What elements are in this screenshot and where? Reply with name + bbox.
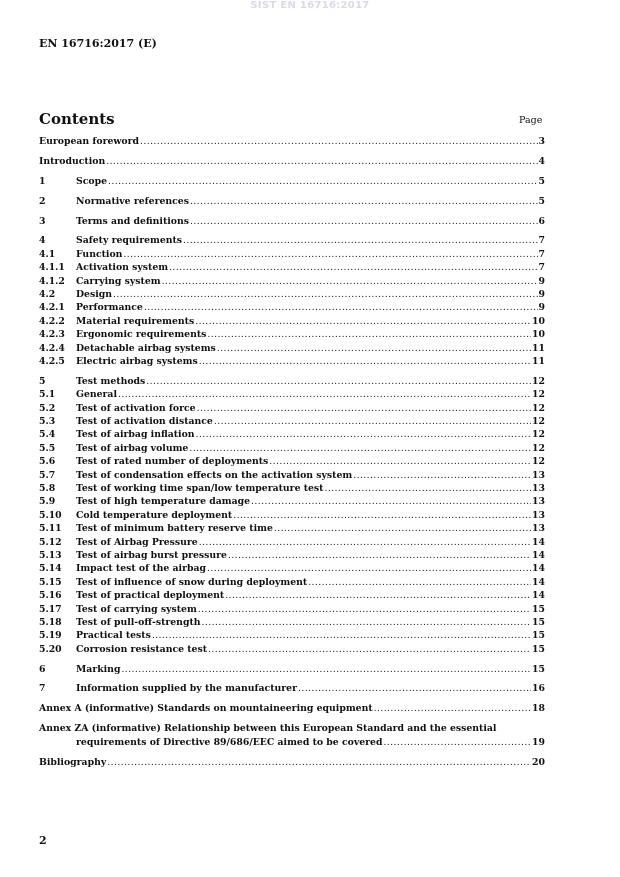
toc-entry-page: 19 [532,736,545,748]
toc-entry[interactable] [39,195,545,208]
toc-entry[interactable] [39,175,545,188]
dot-leader [353,469,531,482]
toc-entry-page: 18 [532,703,545,715]
toc-entry[interactable] [39,509,545,522]
toc-entry-title: Annex ZA (informative) Relationship between this European Standard and the essential [39,723,497,735]
toc-entry[interactable] [39,576,545,589]
dot-leader [189,442,531,455]
dot-leader [308,576,531,589]
toc-entry[interactable] [39,275,545,288]
dot-leader [183,234,537,247]
toc-entry-title: Performance [76,302,143,314]
toc-entry[interactable] [39,589,545,602]
toc-entry-title: Test of working time span/low temperature test [76,482,324,494]
toc-entry-number: 4 [39,235,46,247]
toc-entry-page: 10 [532,329,545,341]
toc-entry[interactable] [39,215,545,228]
dot-leader [374,702,531,715]
dot-leader [217,342,531,355]
toc-entry-title: Normative references [76,195,189,207]
toc-entry[interactable] [39,549,545,562]
toc-entry-page: 14 [532,563,545,575]
toc-entry[interactable] [39,603,545,616]
dot-leader [118,388,531,401]
dot-leader [106,155,537,168]
toc-entry-number: 6 [39,663,46,675]
toc-entry[interactable] [39,756,545,769]
toc-entry-number: 4.2.1 [39,302,65,314]
toc-entry-page: 9 [538,275,545,287]
toc-entry-number: 5.6 [39,456,56,468]
dot-leader [121,663,531,676]
dot-leader [298,682,531,695]
dot-leader [274,522,531,535]
dot-leader [202,616,532,629]
toc-entry-title: European foreword [39,136,139,147]
toc-entry-number: 2 [39,195,46,207]
toc-entry-title: Test of rated number of deployments [76,456,269,468]
dot-leader [198,603,531,616]
watermark: SIST EN 16716:2017 [250,0,370,11]
toc-entry[interactable] [39,388,545,401]
toc-entry-page: 14 [532,549,545,561]
toc-entry-page: 12 [532,416,545,428]
dot-leader [207,328,531,341]
toc-entry-page: 15 [532,663,545,675]
toc-entry[interactable] [39,155,545,168]
toc-entry-page: 16 [532,683,545,695]
dot-leader [233,509,531,522]
toc-entry[interactable] [39,455,545,468]
toc-entry-number: 3 [39,215,46,227]
toc-entry-title: Terms and definitions [76,215,189,227]
toc-entry[interactable] [39,629,545,642]
toc-entry-page: 9 [538,302,545,314]
toc-entry-number: 4.1 [39,248,56,260]
dot-leader [146,375,531,388]
toc-entry[interactable] [39,562,545,575]
toc-entry-number: 5.4 [39,429,56,441]
dot-leader [162,275,538,288]
toc-entry-title: Activation system [76,262,169,274]
toc-entry-page: 15 [532,643,545,655]
toc-entry[interactable] [39,315,545,328]
toc-entry-page: 20 [532,756,545,768]
toc-entry-number: 5 [39,375,46,387]
dot-leader [113,288,538,301]
toc-entry-number: 1 [39,175,46,187]
dot-leader [140,135,538,148]
dot-leader [269,455,531,468]
toc-entry-page: 13 [532,482,545,494]
toc-entry-page: 7 [538,235,545,247]
toc-entry-page: 7 [538,248,545,260]
dot-leader [251,495,531,508]
toc-entry-number: 4.2.4 [39,342,65,354]
toc-entry-number: 5.12 [39,536,62,548]
toc-entry-title: Scope [76,175,107,187]
contents-heading: Contents [39,110,115,128]
toc-entry[interactable] [39,442,545,455]
toc-entry-title: Test of carrying system [76,603,197,615]
toc-entry-title: Test of activation force [76,402,196,414]
toc-entry-title: Marking [76,663,121,675]
dot-leader [107,756,531,769]
toc-entry[interactable] [39,342,545,355]
toc-entry-number: 4.2 [39,289,56,301]
toc-entry-page: 13 [532,469,545,481]
toc-entry[interactable] [39,702,545,715]
toc-entry-title: Electric airbag systems [76,355,198,367]
dot-leader [169,261,537,274]
toc-entry-title: Test of pull-off-strength [76,616,201,628]
toc-entry-page: 13 [532,496,545,508]
dot-leader [144,301,538,314]
toc-entry-title: Detachable airbag systems [76,342,216,354]
toc-entry-number: 5.15 [39,576,62,588]
toc-entry-title: Ergonomic requirements [76,329,207,341]
toc-entry-page: 3 [538,136,545,147]
toc-entry-page: 10 [532,315,545,327]
toc-entry-title: Test of condensation effects on the activation system [76,469,353,481]
dot-leader [197,402,531,415]
page-number: 2 [39,834,47,847]
toc-entry-page: 12 [532,429,545,441]
toc-entry[interactable] [39,522,545,535]
toc-entry[interactable] [39,248,545,261]
toc-entry-page: 14 [532,590,545,602]
toc-entry-title: Test of practical deployment [76,590,225,602]
dot-leader [199,536,531,549]
toc-entry-page: 5 [538,175,545,187]
toc-entry-page: 15 [532,616,545,628]
toc-entry-number: 5.9 [39,496,56,508]
toc-entry[interactable] [39,301,545,314]
toc-entry-title: Test of airbag volume [76,442,189,454]
toc-entry-number: 5.2 [39,402,56,414]
toc-entry-page: 6 [538,215,545,227]
toc-entry-page: 12 [532,389,545,401]
toc-entry-title: Practical tests [76,630,151,642]
toc-entry-number: 5.19 [39,630,62,642]
toc-entry-number: 5.16 [39,590,62,602]
toc-entry-title-continued: requirements of Directive 89/686/EEC aimed to be covered [76,736,383,748]
toc-entry[interactable] [39,402,545,415]
dot-leader [225,589,531,602]
toc-entry[interactable] [39,261,545,274]
toc-entry-title: Test of airbag inflation [76,429,195,441]
toc-entry-page: 12 [532,375,545,387]
toc-entry-number: 5.1 [39,389,56,401]
toc-entry-page: 5 [538,195,545,207]
toc-entry-title: Material requirements [76,315,195,327]
toc-entry[interactable] [39,469,545,482]
dot-leader [199,355,531,368]
dot-leader [214,415,531,428]
toc-entry-title: Introduction [39,155,106,167]
toc-entry-number: 5.14 [39,563,62,575]
toc-entry[interactable] [39,495,545,508]
toc-entry-title: Carrying system [76,275,161,287]
toc-entry-title: Safety requirements [76,235,183,247]
toc-entry-title: Cold temperature deployment [76,509,233,521]
toc-entry-title: Test of high temperature damage [76,496,251,508]
dot-leader [207,562,531,575]
toc-entry-page: 13 [532,523,545,535]
toc-entry-title: Test of activation distance [76,416,213,428]
toc-entry[interactable] [39,643,545,656]
toc-entry-number: 5.11 [39,523,62,535]
toc-entry-number: 5.20 [39,643,62,655]
toc-entry-page: 15 [532,630,545,642]
toc-entry-page: 7 [538,262,545,274]
document-id: EN 16716:2017 (E) [39,37,157,50]
toc-entry-number: 4.2.2 [39,315,65,327]
toc-entry[interactable] [39,135,545,148]
dot-leader [383,736,531,749]
toc-entry-number: 4.1.2 [39,275,65,287]
toc-entry-title: Test of influence of snow during deployment [76,576,308,588]
dot-leader [324,482,531,495]
toc-entry-title: Test of minimum battery reserve time [76,523,273,535]
toc-entry[interactable] [39,722,545,735]
toc-entry-number: 4.2.3 [39,329,65,341]
toc-entry-page: 9 [538,289,545,301]
toc-entry-number: 4.1.1 [39,262,65,274]
toc-entry[interactable] [39,682,545,695]
toc-entry[interactable] [39,234,545,247]
toc-entry-page: 11 [532,355,545,367]
toc-entry-page: 12 [532,402,545,414]
toc-entry-number: 5.18 [39,616,62,628]
toc-entry-title: Bibliography [39,756,107,768]
toc-entry-number: 5.5 [39,442,56,454]
toc-entry[interactable] [39,482,545,495]
toc-entry-title: Annex A (informative) Standards on mountaineering equipment [39,703,373,715]
page-column-label: Page [519,115,543,126]
dot-leader [228,549,531,562]
toc-entry-number: 5.3 [39,416,56,428]
dot-leader [108,175,538,188]
toc-entry-page: 4 [538,155,545,167]
toc-entry-number: 5.7 [39,469,56,481]
toc-entry-page: 14 [532,536,545,548]
toc-entry-number: 5.17 [39,603,62,615]
toc-entry-title: Function [76,248,123,260]
table-of-contents [39,135,545,769]
toc-entry[interactable] [39,428,545,441]
toc-entry-page: 12 [532,442,545,454]
toc-entry[interactable] [39,355,545,368]
toc-entry[interactable] [39,415,545,428]
dot-leader [208,643,531,656]
toc-entry[interactable] [39,536,545,549]
toc-entry-title: Information supplied by the manufacturer [76,683,297,695]
toc-entry-title: Impact test of the airbag [76,563,206,575]
toc-entry-number: 5.8 [39,482,56,494]
toc-entry[interactable] [39,663,545,676]
toc-entry-title: Design [76,289,113,301]
toc-entry-page: 14 [532,576,545,588]
toc-entry-title: Test methods [76,375,146,387]
dot-leader [190,195,538,208]
toc-entry-page: 12 [532,456,545,468]
toc-entry[interactable] [39,328,545,341]
toc-entry-continuation[interactable] [39,736,545,749]
toc-entry-page: 15 [532,603,545,615]
toc-entry-number: 4.2.5 [39,355,65,367]
toc-entry-page: 13 [532,509,545,521]
dot-leader [196,428,532,441]
toc-entry-title: General [76,389,117,401]
toc-entry[interactable] [39,288,545,301]
toc-entry-number: 7 [39,683,46,695]
toc-entry-page: 11 [532,342,545,354]
toc-entry-number: 5.10 [39,509,62,521]
dot-leader [195,315,531,328]
toc-entry-number: 5.13 [39,549,62,561]
toc-entry-title: Test of airbag burst pressure [76,549,227,561]
dot-leader [152,629,531,642]
dot-leader [123,248,537,261]
toc-entry-title: Test of Airbag Pressure [76,536,198,548]
toc-entry[interactable] [39,616,545,629]
toc-entry-title: Corrosion resistance test [76,643,208,655]
dot-leader [190,215,538,228]
toc-entry[interactable] [39,375,545,388]
